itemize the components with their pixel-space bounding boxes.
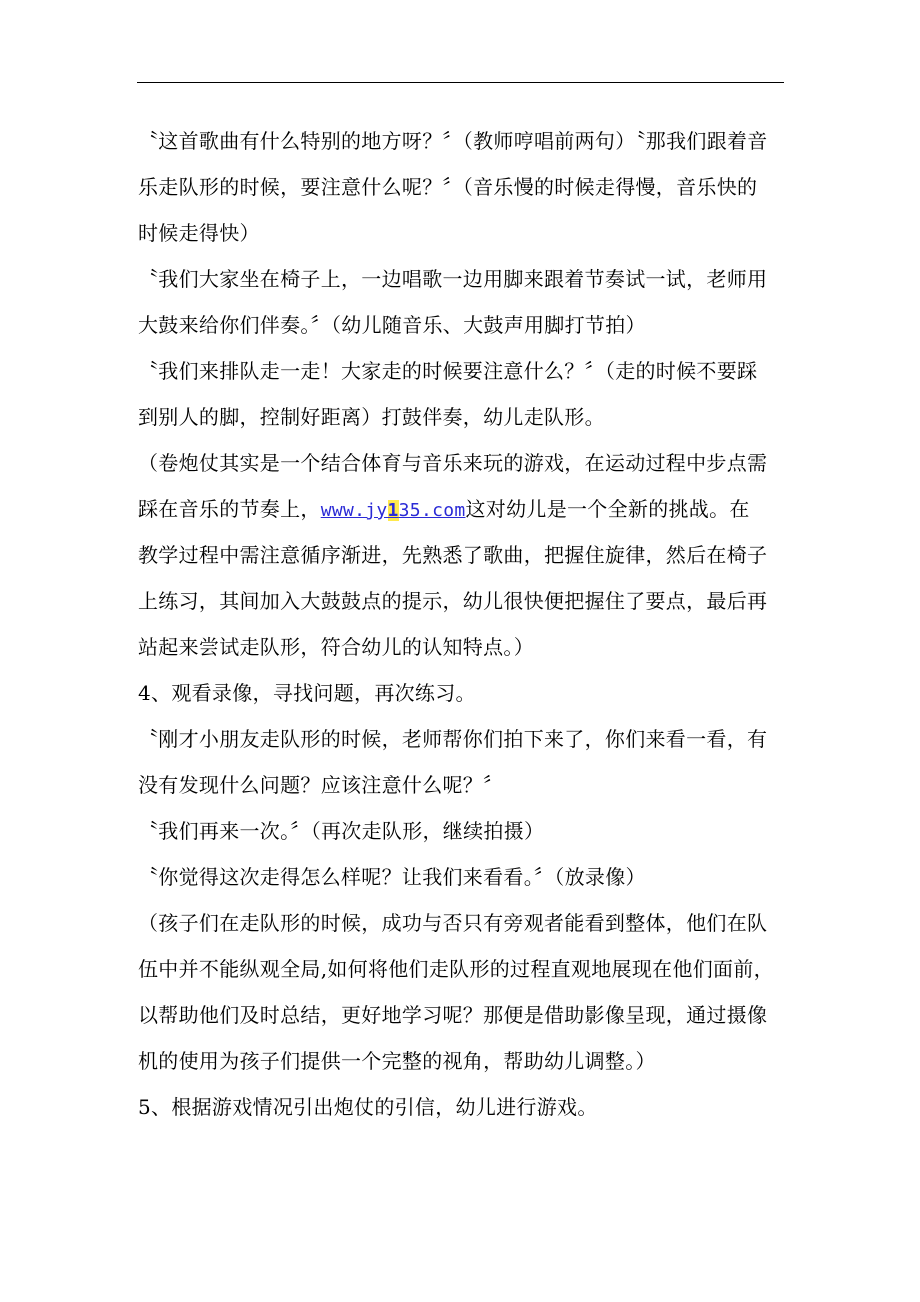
text-line: 上练习，其间加入大鼓鼓点的提示，幼儿很快便把握住了要点，最后再 <box>138 589 768 613</box>
link-text-part2: 35.com <box>398 500 466 521</box>
text-line: 伍中并不能纵观全局,如何将他们走队形的过程直观地展现在他们面前， <box>138 957 774 981</box>
header-rule <box>137 82 784 83</box>
document-body <box>138 118 788 1130</box>
text-line: （孩子们在走队形的时候，成功与否只有旁观者能看到整体，他们在队 <box>138 911 768 935</box>
text-line: 到别人的脚，控制好距离）打鼓伴奏，幼儿走队形。 <box>138 405 605 429</box>
text-line: 站起来尝试走队形，符合幼儿的认知特点。） <box>138 635 534 659</box>
text-line: 教学过程中需注意循序渐进，先熟悉了歌曲，把握住旋律，然后在椅子 <box>138 543 768 567</box>
text-line: 机的使用为孩子们提供一个完整的视角，帮助幼儿调整。） <box>138 1049 656 1073</box>
text-line: （卷炮仗其实是一个结合体育与音乐来玩的游戏，在运动过程中步点需 <box>138 451 768 475</box>
link-text-part1: www.jy <box>320 500 388 521</box>
text-line: 〝你觉得这次走得怎么样呢？让我们来看看。〞（放录像） <box>138 865 646 889</box>
text-after-link: 这对幼儿是一个全新的挑战。在 <box>465 497 750 521</box>
text-line: 大鼓来给你们伴奏。〞（幼儿随音乐、大鼓声用脚打节拍） <box>138 313 646 337</box>
text-line: 以帮助他们及时总结，更好地学习呢？那便是借助影像呈现，通过摄像 <box>138 1003 768 1027</box>
text-line: 〝这首歌曲有什么特别的地方呀？〞（教师哼唱前两句）〝那我们跟着音 <box>138 129 768 153</box>
text-line: 没有发现什么问题？应该注意什么呢？〞 <box>138 773 504 797</box>
link-highlight: 1 <box>387 500 399 521</box>
text-line: 时候走得快） <box>138 221 260 245</box>
text-before-link: 踩在音乐的节奏上， <box>138 497 321 521</box>
text-line: 〝我们大家坐在椅子上，一边唱歌一边用脚来跟着节奏试一试，老师用 <box>138 267 768 291</box>
website-link[interactable] <box>321 500 466 521</box>
text-line: 〝我们再来一次。〞（再次走队形，继续拍摄） <box>138 819 545 843</box>
section-heading: 4、观看录像，寻找问题，再次练习。 <box>138 681 476 705</box>
text-line: 〝我们来排队走一走！大家走的时候要注意什么？〞（走的时候不要踩 <box>138 359 758 383</box>
text-line: 〝刚才小朋友走队形的时候，老师帮你们拍下来了，你们来看一看，有 <box>138 727 768 751</box>
text-line-with-link <box>138 486 788 532</box>
section-heading: 5、根据游戏情况引出炮仗的引信，幼儿进行游戏。 <box>138 1095 598 1119</box>
text-line: 乐走队形的时候，要注意什么呢？〞（音乐慢的时候走得慢，音乐快的 <box>138 175 758 199</box>
